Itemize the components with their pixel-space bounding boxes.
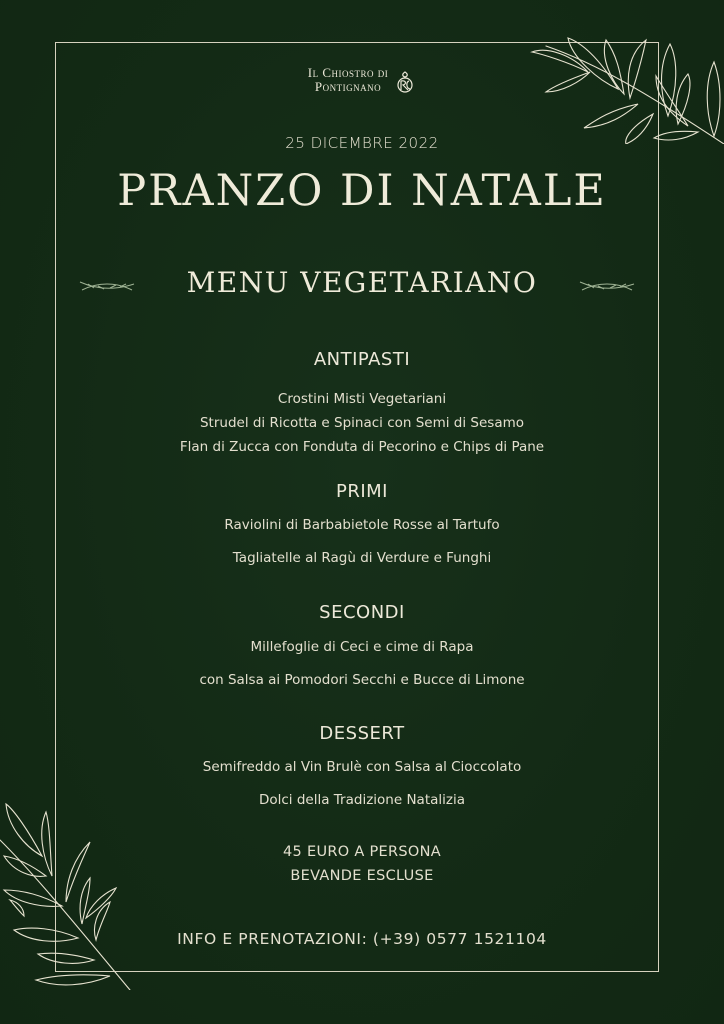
brand-name <box>308 66 389 94</box>
drinks-note: BEVANDE ESCLUSE <box>290 868 434 884</box>
page-title: PRANZO DI NATALE <box>117 166 607 216</box>
menu-item: Semifreddo al Vin Brulè con Salsa al Cioccolato <box>202 759 522 775</box>
brand-line-2: Pontignano <box>314 79 382 94</box>
menu-item: Strudel di Ricotta e Spinaci con Semi di Sesamo <box>199 415 525 431</box>
price-per-person: 45 EURO A PERSONA <box>283 844 441 860</box>
menu-subtitle: MENU VEGETARIANO <box>186 266 538 299</box>
menu-item: Millefoglie di Ceci e cime di Rapa <box>250 639 474 655</box>
menu-item: Tagliatelle al Ragù di Verdure e Funghi <box>232 550 492 566</box>
menu-item: Dolci della Tradizione Natalizia <box>258 792 465 808</box>
section-title-secondi: SECONDI <box>319 602 405 623</box>
booking-info: INFO E PRENOTAZIONI: (+39) 0577 1521104 <box>177 930 547 948</box>
section-title-antipasti: ANTIPASTI <box>313 349 411 370</box>
monogram-crest-icon <box>394 70 416 94</box>
brand-line-1: Il Chiostro di <box>307 65 389 80</box>
menu-item: Flan di Zucca con Fonduta di Pecorino e Chips di Pane <box>179 439 545 455</box>
menu-item: Crostini Misti Vegetariani <box>277 391 447 407</box>
section-title-primi: PRIMI <box>335 481 388 502</box>
olive-branch-icon <box>0 790 135 990</box>
brand-header <box>0 66 724 94</box>
event-date: 25 DICEMBRE 2022 <box>285 134 439 152</box>
menu-item: con Salsa ai Pomodori Secchi e Bucce di Limone <box>199 672 525 688</box>
section-title-dessert: DESSERT <box>319 723 405 744</box>
sprig-ornament-icon <box>578 276 636 296</box>
menu-item: Raviolini di Barbabietole Rosse al Tartufo <box>224 517 500 533</box>
